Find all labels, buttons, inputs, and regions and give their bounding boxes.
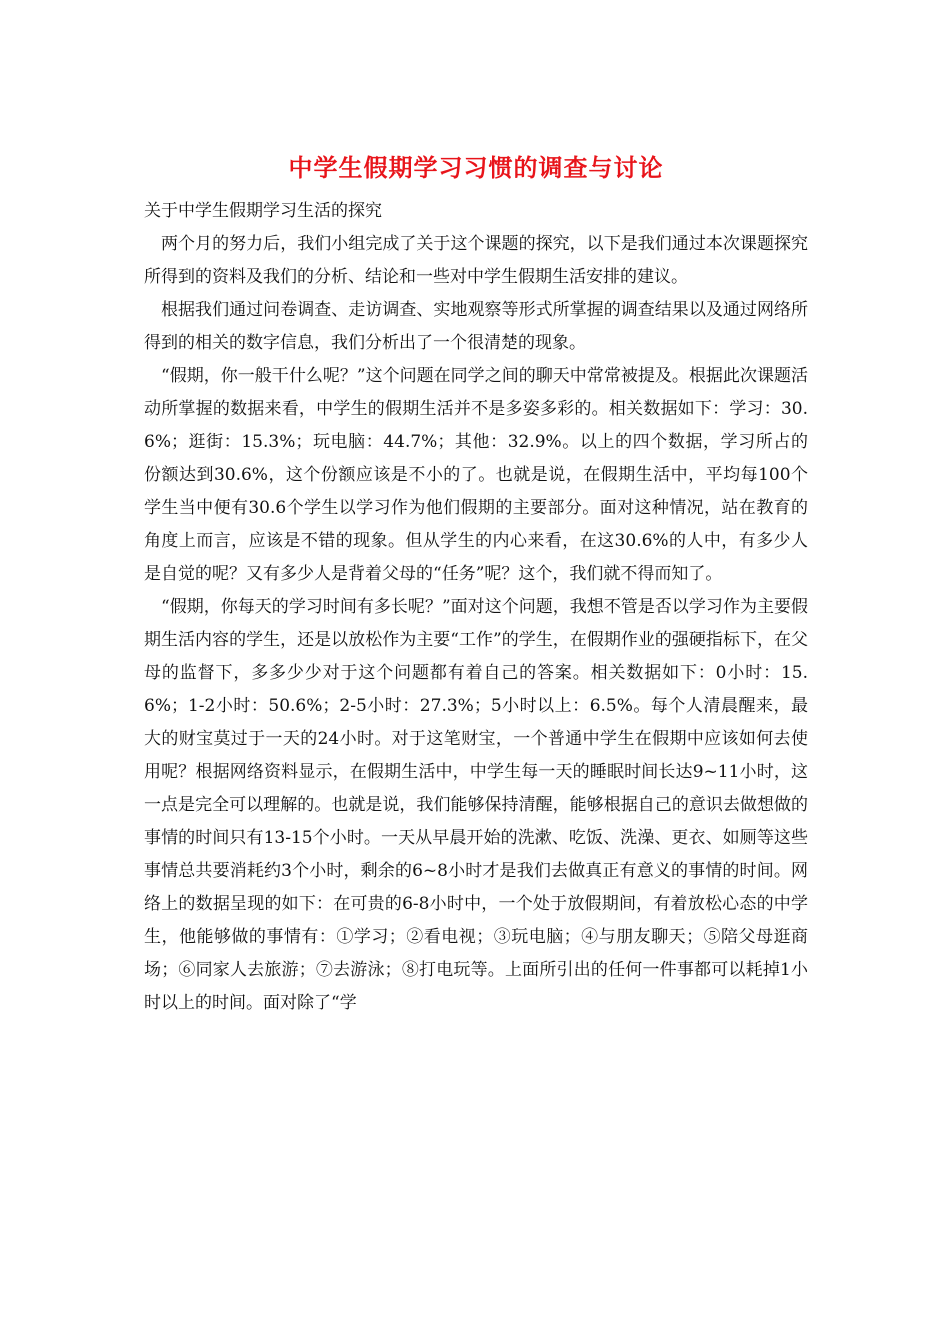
paragraph-intro: 两个月的努力后，我们小组完成了关于这个课题的探究，以下是我们通过本次课题探究所得到的资料及我们的分析、结论和一些对中学生假期生活安排的建议。 (144, 234, 808, 287)
paragraph-method: 根据我们通过问卷调查、走访调查、实地观察等形式所掌握的调查结果以及通过网络所得到的相关的数字信息，我们分析出了一个很清楚的现象。 (144, 300, 808, 353)
document-page (144, 148, 808, 1020)
document-subtitle: 关于中学生假期学习生活的探究 (144, 201, 382, 221)
paragraph-activities: “假期，你一般干什么呢？”这个问题在同学之间的聊天中常常被提及。根据此次课题活动所掌握的数据来看，中学生的假期生活并不是多姿多彩的。相关数据如下：学习：30.6%；逛街：15.3%；玩电脑：44.7%；其他：32.9%。以上的四个数据，学习所占的份额达到30.6%，这个份额应该是不小的了。也就是说，在假期生活中，平均每100个学生当中便有30.6个学生以学习作为他们假期的主要部分。面对这种情况，站在教育的角度上而言，应该是不错的现象。但从学生的内心来看，在这30.6%的人中，有多少人是自觉的呢？又有多少人是背着父母的“任务”呢？这个，我们就不得而知了。 (144, 366, 808, 584)
document-title: 中学生假期学习习惯的调查与讨论 (288, 153, 664, 182)
paragraph-study-time: “假期，你每天的学习时间有多长呢？”面对这个问题，我想不管是否以学习作为主要假期生活内容的学生，还是以放松作为主要“工作”的学生，在假期作业的强硬指标下，在父母的监督下，多多少少对于这个问题都有着自己的答案。相关数据如下：0小时：15.6%；1-2小时：50.6%；2-5小时：27.3%；5小时以上：6.5%。每个人清晨醒来，最大的财宝莫过于一天的24小时。对于这笔财宝，一个普通中学生在假期中应该如何去使用呢？根据网络资料显示，在假期生活中，中学生每一天的睡眠时间长达9~11小时，这一点是完全可以理解的。也就是说，我们能够保持清醒，能够根据自己的意识去做想做的事情的时间只有13-15个小时。一天从早晨开始的洗漱、吃饭、洗澡、更衣、如厕等这些事情总共要消耗约3个小时，剩余的6~8小时才是我们去做真正有意义的事情的时间。网络上的数据呈现的如下：在可贵的6-8小时中，一个处于放假期间，有着放松心态的中学生，他能够做的事情有：①学习；②看电视；③玩电脑；④与朋友聊天；⑤陪父母逛商场；⑥同家人去旅游；⑦去游泳；⑧打电玩等。上面所引出的任何一件事都可以耗掉1小时以上的时间。面对除了“学 (144, 597, 808, 1013)
